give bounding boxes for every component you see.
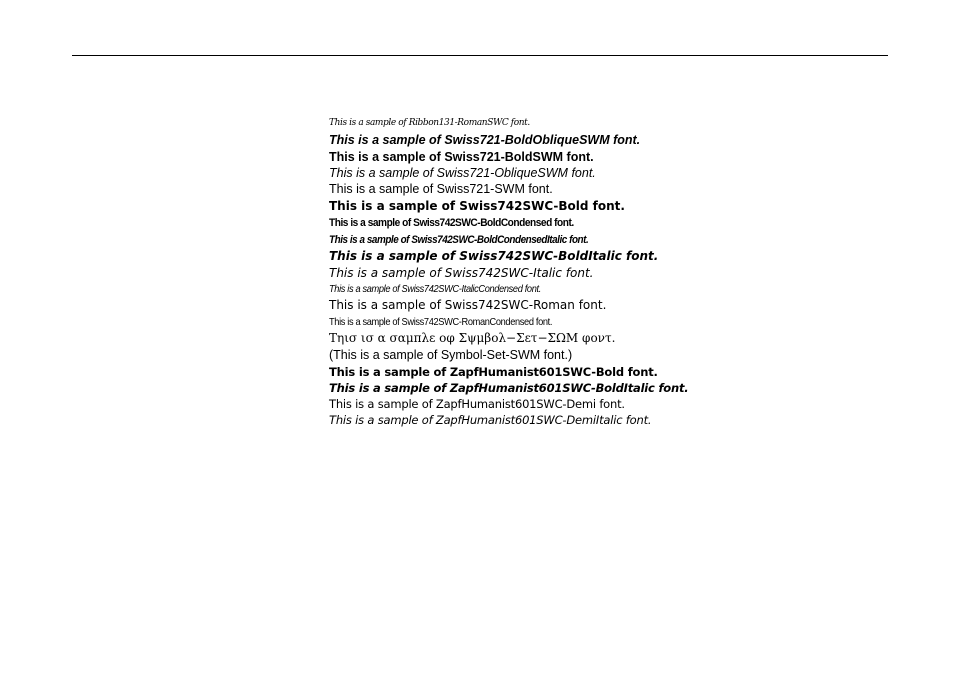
font-sample-zapfhumanist601-demi: This is a sample of ZapfHumanist601SWC-Demi font. bbox=[329, 397, 625, 411]
font-sample-swiss742-bold-condensed: This is a sample of Swiss742SWC-BoldCondensed font. bbox=[329, 217, 574, 229]
font-sample-swiss721-bold-oblique: This is a sample of Swiss721-BoldObliqueSWM font. bbox=[329, 133, 641, 147]
font-sample-swiss742-italic-condensed: This is a sample of Swiss742SWC-ItalicCondensed font. bbox=[329, 283, 541, 295]
font-sample-swiss721: This is a sample of Swiss721-SWM font. bbox=[329, 182, 553, 196]
font-sample-swiss721-bold: This is a sample of Swiss721-BoldSWM font. bbox=[329, 150, 594, 164]
font-sample-swiss742-bold-italic: This is a sample of Swiss742SWC-BoldItalic font. bbox=[329, 249, 659, 263]
font-sample-swiss742-roman-condensed: This is a sample of Swiss742SWC-RomanCondensed font. bbox=[329, 316, 553, 328]
font-sample-zapfhumanist601-demi-italic: This is a sample of ZapfHumanist601SWC-DemiItalic font. bbox=[329, 413, 652, 427]
font-sample-symbol-set-greek: Τηισ ισ α σαμπλε οφ Σψμβολ−Σετ−ΣΩΜ φοντ. bbox=[329, 331, 616, 345]
font-sample-zapfhumanist601-bold: This is a sample of ZapfHumanist601SWC-Bold font. bbox=[329, 365, 658, 379]
font-sample-list bbox=[329, 115, 889, 428]
font-sample-swiss721-oblique: This is a sample of Swiss721-ObliqueSWM font. bbox=[329, 166, 596, 180]
font-sample-swiss742-bold-condensed-italic: This is a sample of Swiss742SWC-BoldCondensedItalic font. bbox=[329, 234, 589, 246]
font-sample-ribbon131-roman: This is a sample of Ribbon131-RomanSWC font. bbox=[329, 118, 530, 128]
font-sample-swiss742-bold: This is a sample of Swiss742SWC-Bold font. bbox=[329, 199, 625, 213]
font-sample-swiss742-roman: This is a sample of Swiss742SWC-Roman font. bbox=[329, 298, 607, 312]
font-sample-symbol-set-caption: (This is a sample of Symbol-Set-SWM font.) bbox=[329, 348, 573, 362]
font-sample-swiss742-italic: This is a sample of Swiss742SWC-Italic font. bbox=[329, 266, 594, 280]
header-rule bbox=[72, 55, 888, 56]
font-sample-zapfhumanist601-bold-italic: This is a sample of ZapfHumanist601SWC-BoldItalic font. bbox=[329, 381, 689, 395]
